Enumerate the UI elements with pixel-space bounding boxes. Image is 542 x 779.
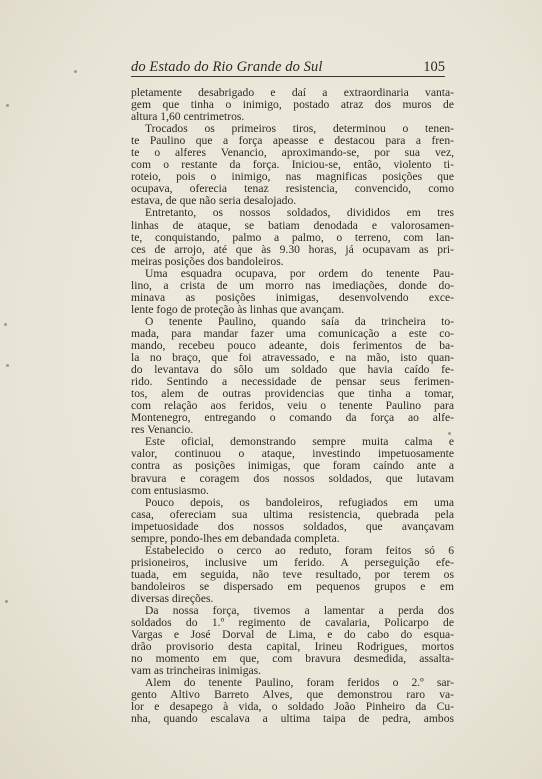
text-line: res Venancio.	[131, 424, 194, 437]
text-line: ocupava, oferecia tenaz resistencia, convencido, como	[131, 183, 454, 196]
text-line: O tenente Paulino, quando saía da trincheira to-	[145, 315, 454, 328]
text-line: linhas de ataque, se batiam denodada e valorosamen-	[131, 219, 454, 232]
text-line: Montenegro, entregando o comando da força ao alfe-	[131, 412, 454, 425]
text-line: altura 1,60 centrimetros.	[131, 111, 245, 124]
text-line: com o restante da força. Iniciou-se, então, violento ti-	[131, 159, 454, 172]
text-line: no momento em que, com bravura desmedida, assalta-	[131, 653, 454, 666]
text-line: minava as posições inimigas, desenvolvendo exce-	[131, 291, 454, 304]
text-line: te, conquistando, palmo a palmo, o terreno, com lan-	[131, 231, 454, 244]
text-line: lente fogo de proteção às linhas que avançam.	[131, 303, 345, 316]
text-line: Vargas e José Dorval de Lima, e do cabo do esqua-	[131, 629, 454, 642]
text-line: Pouco depois, os bandoleiros, refugiados em uma	[145, 496, 454, 509]
text-line: lor e desapego à vida, o soldado João Pinheiro da Cu-	[131, 701, 454, 714]
text-line: tos, alem de outras providencias que tinha a tomar,	[131, 388, 454, 401]
speck-mark	[5, 600, 8, 603]
speck-mark	[74, 70, 77, 73]
speck-mark	[6, 104, 9, 107]
text-line: prisioneiros, inclusive um ferido. A perseguição efe-	[131, 556, 454, 569]
text-line: Entretanto, os nossos soldados, divididos em tres	[145, 207, 454, 220]
text-line: Uma esquadra ocupava, por ordem do tenente Pau-	[145, 267, 454, 280]
text-line: vam as trincheiras inimigas.	[131, 665, 262, 678]
text-line: drão provisorio desta capital, Irineu Rodrigues, mortos	[131, 641, 454, 654]
text-line: com relação aos feridos, veiu o tenente Paulino para	[131, 400, 454, 413]
text-line: gem que tinha o inimigo, postado atraz dos muros de	[131, 99, 454, 112]
text-line: te o alferes Venancio, aproximando-se, por sua vez,	[131, 147, 454, 160]
text-line: meiras posições dos bandoleiros.	[131, 255, 284, 268]
text-line: soldados do 1.º regimento de cavalaria, Policarpo de	[131, 617, 454, 630]
text-line: gento Altivo Barreto Alves, que demonstrou raro va-	[131, 689, 454, 702]
speck-mark	[6, 364, 9, 367]
speck-mark	[448, 432, 451, 435]
speck-mark	[4, 323, 7, 326]
text-line: casa, ofereciam sua ultima resistencia, quebrada pela	[131, 508, 454, 521]
body-text	[131, 87, 454, 725]
text-line: Da nossa força, tivemos a lamentar a perda dos	[145, 605, 454, 618]
text-line: ces de arrojo, até que às 9.30 horas, já ocupavam as pri-	[131, 243, 454, 256]
text-line: lino, a crista de um morro nas imediações, donde do-	[131, 279, 454, 292]
text-line: mada, para mandar fazer uma comunicação a este co-	[131, 327, 454, 340]
text-line: estava, de que não seria desalojado.	[131, 195, 297, 208]
text-line: tuada, em seguida, não teve resultado, por terem os	[131, 568, 454, 581]
page-number: 105	[423, 59, 445, 75]
page-header	[131, 59, 445, 79]
text-line: com entusiasmo.	[131, 484, 209, 497]
running-title: do Estado do Rio Grande do Sul	[131, 59, 323, 75]
text-line: impetuosidade dos nossos soldados, que avançavam	[131, 520, 454, 533]
text-line: valor, continuou o ataque, investindo impetuosamente	[131, 448, 454, 461]
text-line: Este oficial, demonstrando sempre muita calma e	[145, 436, 454, 449]
text-line: rido. Sentindo a necessidade de pensar seus ferimen-	[131, 376, 454, 389]
text-line: Alem do tenente Paulino, foram feridos o 2.º sar-	[145, 677, 454, 690]
text-line: mando, recebeu pouco adeante, dois ferimentos de ba-	[131, 339, 454, 352]
text-line: pletamente desabrigado e daí a extraordinaria vanta-	[131, 87, 454, 99]
text-line: Estabelecido o cerco ao reduto, foram feitos só 6	[145, 544, 454, 557]
text-line: bravura e coragem dos nossos soldados, que lutavam	[131, 472, 454, 485]
text-line: te Paulino que a força apeasse e destacou para a fren-	[131, 135, 454, 148]
text-line: diversas direções.	[131, 592, 214, 605]
text-line: Trocados os primeiros tiros, determinou o tenen-	[145, 123, 454, 136]
text-line: nha, quando escalava a ultima taipa de pedra, ambos	[131, 713, 454, 726]
text-line: contra as posições inimigas, que foram caíndo ante a	[131, 460, 454, 473]
header-rule	[131, 76, 445, 77]
text-line: sempre, pondo-lhes em debandada completa.	[131, 532, 340, 545]
text-line: do levantava do sôlo um soldado que havia caído fe-	[131, 364, 454, 377]
text-line: roteio, pois o inimigo, nas magnificas posições que	[131, 171, 454, 184]
text-line: la no braço, que foi atravessado, e na mão, isto quan-	[131, 352, 454, 365]
text-line: bandoleiros se dispersado em pequenos grupos e em	[131, 580, 454, 593]
